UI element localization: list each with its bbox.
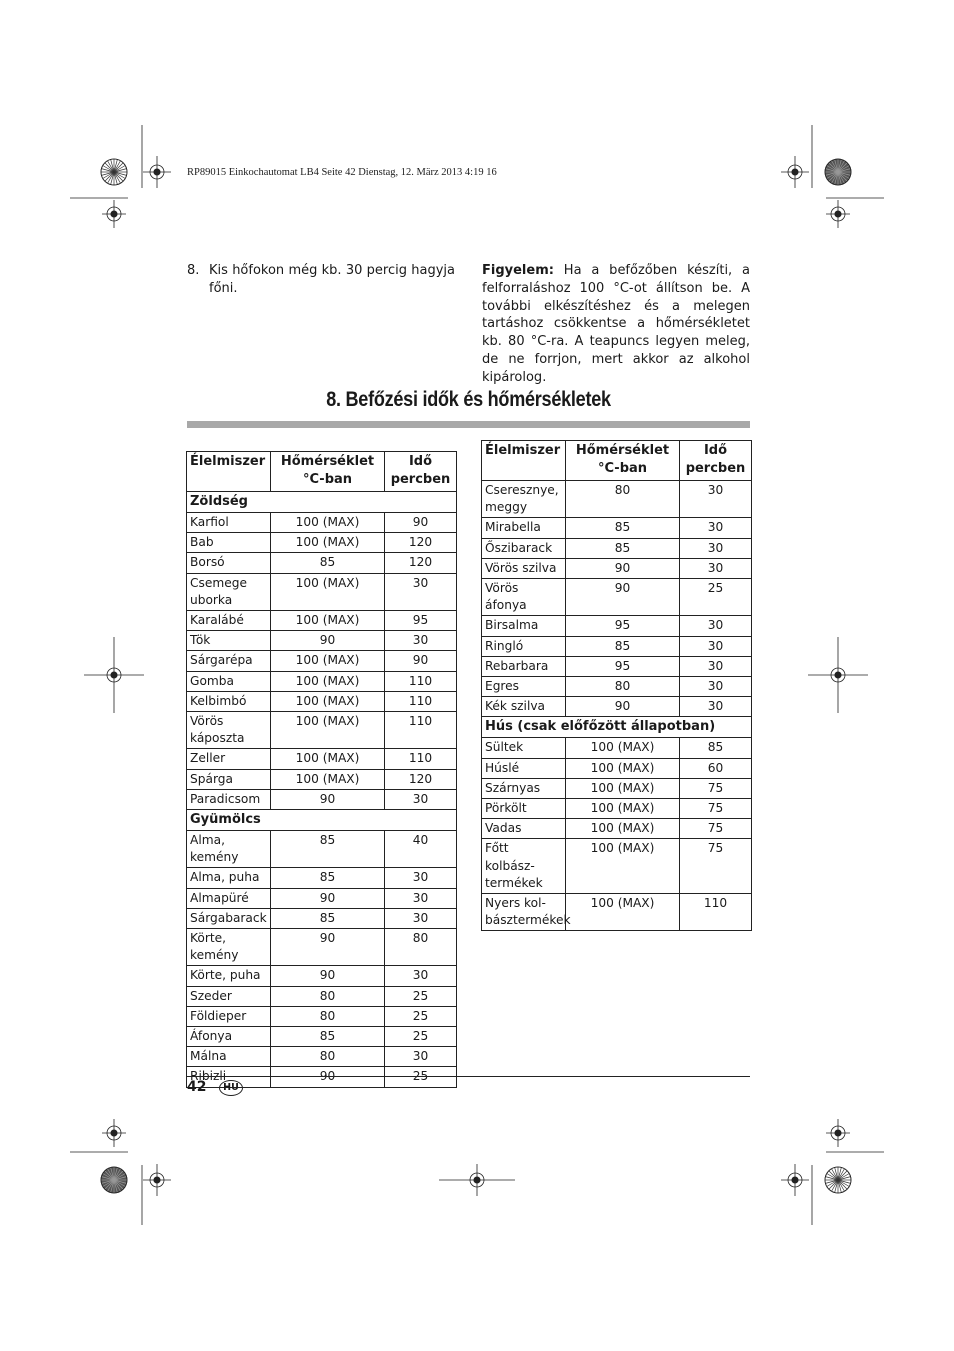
- food-cell: Spárga: [187, 769, 271, 789]
- note-text: Ha a befőzőben készíti, a felforraláshoz 100 °C-ot állítson be. A további elkészítéshez és a melegen tartáshoz csökkentse a hőmérsékletet kb. 80 °C-ra. A teapuncs legyen meleg, de ne forrjon, mert akkor az alkohol kipárolog.: [482, 263, 750, 385]
- language-badge: HU: [219, 1080, 243, 1096]
- food-cell: Karfiol: [187, 513, 271, 533]
- time-cell: 30: [680, 518, 752, 538]
- time-cell: 110: [385, 749, 457, 769]
- registration-mark: [84, 637, 144, 713]
- table-row: [187, 908, 457, 928]
- time-cell: 90: [385, 651, 457, 671]
- temperature-cell: 85: [271, 553, 385, 573]
- temperature-cell: 100 (MAX): [271, 533, 385, 553]
- registration-mark: [781, 156, 809, 188]
- print-info-header: RP89015 Einkochautomat LB4 Seite 42 Dienstag, 12. März 2013 4:19 16: [187, 167, 497, 178]
- temperature-cell: 100 (MAX): [271, 691, 385, 711]
- temperature-cell: 100 (MAX): [566, 819, 680, 839]
- canning-table-left: [186, 451, 457, 1088]
- time-cell: 30: [680, 697, 752, 717]
- table-row: [187, 533, 457, 553]
- table-row: [187, 749, 457, 769]
- time-cell: 110: [385, 712, 457, 749]
- temperature-cell: 100 (MAX): [271, 671, 385, 691]
- temperature-cell: 100 (MAX): [271, 651, 385, 671]
- table-row: [482, 558, 752, 578]
- table-row: [482, 839, 752, 894]
- temperature-cell: 80: [271, 986, 385, 1006]
- food-cell: Földieper: [187, 1006, 271, 1026]
- time-cell: 30: [680, 677, 752, 697]
- time-cell: 75: [680, 799, 752, 819]
- time-cell: 30: [385, 573, 457, 610]
- footer-rule: [187, 1076, 750, 1077]
- starburst-mark: [101, 1167, 127, 1193]
- temperature-cell: 100 (MAX): [566, 778, 680, 798]
- temperature-cell: 85: [566, 636, 680, 656]
- food-cell: Alma, kemény: [187, 831, 271, 868]
- temperature-cell: 100 (MAX): [271, 749, 385, 769]
- starburst-mark: [825, 1167, 851, 1193]
- table-row: [187, 691, 457, 711]
- temperature-cell: 95: [566, 656, 680, 676]
- food-cell: Őszibarack: [482, 538, 566, 558]
- time-cell: 30: [680, 656, 752, 676]
- table-row: [482, 758, 752, 778]
- category-label: Hús (csak előfőzött állapotban): [482, 717, 752, 738]
- food-cell: Szeder: [187, 986, 271, 1006]
- time-cell: 75: [680, 778, 752, 798]
- page-number: 42: [187, 1079, 207, 1095]
- table-header-row: [187, 452, 457, 492]
- table-row: [187, 712, 457, 749]
- time-cell: 25: [385, 986, 457, 1006]
- food-cell: Karalábé: [187, 611, 271, 631]
- table-row: [187, 966, 457, 986]
- section-title: 8. Befőzési idők és hőmérsékletek: [326, 388, 611, 411]
- starburst-mark: [825, 159, 851, 185]
- time-cell: 30: [385, 966, 457, 986]
- time-cell: 110: [680, 894, 752, 931]
- registration-mark: [143, 156, 171, 188]
- food-cell: Kelbimbó: [187, 691, 271, 711]
- food-cell: Sárgarépa: [187, 651, 271, 671]
- time-cell: 75: [680, 839, 752, 894]
- time-cell: 120: [385, 769, 457, 789]
- table-row: [187, 769, 457, 789]
- food-cell: Egres: [482, 677, 566, 697]
- table-row: [482, 518, 752, 538]
- registration-mark: [826, 1119, 850, 1147]
- time-cell: 85: [680, 738, 752, 758]
- time-cell: 25: [385, 1027, 457, 1047]
- temperature-cell: 90: [271, 1067, 385, 1087]
- title-underline-bar: [187, 421, 750, 428]
- temperature-cell: 90: [271, 631, 385, 651]
- registration-mark: [781, 1164, 809, 1196]
- temperature-cell: 100 (MAX): [271, 573, 385, 610]
- table-row: [482, 819, 752, 839]
- table-row: [187, 929, 457, 966]
- time-cell: 110: [385, 671, 457, 691]
- time-cell: 90: [385, 513, 457, 533]
- note-paragraph: [482, 262, 750, 387]
- table-row: [482, 894, 752, 931]
- table-row: [187, 651, 457, 671]
- time-cell: 25: [680, 579, 752, 616]
- food-cell: Nyers kol-básztermékek: [482, 894, 566, 931]
- food-cell: Körte, puha: [187, 966, 271, 986]
- table-row: [187, 671, 457, 691]
- header-food: Élelmiszer: [482, 441, 566, 481]
- temperature-cell: 100 (MAX): [271, 769, 385, 789]
- temperature-cell: 80: [566, 677, 680, 697]
- table-row: [187, 513, 457, 533]
- food-cell: Cseresznye, meggy: [482, 481, 566, 518]
- temperature-cell: 90: [566, 558, 680, 578]
- temperature-cell: 90: [566, 697, 680, 717]
- food-cell: Málna: [187, 1047, 271, 1067]
- food-cell: Borsó: [187, 553, 271, 573]
- food-cell: Almapüré: [187, 888, 271, 908]
- time-cell: 30: [680, 538, 752, 558]
- temperature-cell: 85: [566, 538, 680, 558]
- temperature-cell: 95: [566, 616, 680, 636]
- food-cell: Zeller: [187, 749, 271, 769]
- header-time: Idő percben: [385, 452, 457, 492]
- time-cell: 30: [680, 481, 752, 518]
- time-cell: 120: [385, 553, 457, 573]
- food-cell: Rebarbara: [482, 656, 566, 676]
- food-cell: Húslé: [482, 758, 566, 778]
- time-cell: 60: [680, 758, 752, 778]
- step-text: Kis hőfokon még kb. 30 percig hagyja főni.: [209, 263, 455, 296]
- time-cell: 40: [385, 831, 457, 868]
- food-cell: Gomba: [187, 671, 271, 691]
- time-cell: 25: [385, 1006, 457, 1026]
- temperature-cell: 85: [566, 518, 680, 538]
- temperature-cell: 100 (MAX): [271, 611, 385, 631]
- temperature-cell: 90: [271, 929, 385, 966]
- time-cell: 95: [385, 611, 457, 631]
- table-row: [482, 738, 752, 758]
- food-cell: Birsalma: [482, 616, 566, 636]
- table-row: [187, 553, 457, 573]
- food-cell: Sárgabarack: [187, 908, 271, 928]
- food-cell: Vadas: [482, 819, 566, 839]
- food-cell: Vörös káposzta: [187, 712, 271, 749]
- table-row: [482, 677, 752, 697]
- temperature-cell: 80: [566, 481, 680, 518]
- temperature-cell: 100 (MAX): [271, 513, 385, 533]
- time-cell: 80: [385, 929, 457, 966]
- temperature-cell: 100 (MAX): [566, 894, 680, 931]
- temperature-cell: 85: [271, 908, 385, 928]
- temperature-cell: 100 (MAX): [566, 758, 680, 778]
- time-cell: 30: [385, 1047, 457, 1067]
- food-cell: Ribizli: [187, 1067, 271, 1087]
- temperature-cell: 90: [271, 966, 385, 986]
- registration-mark: [826, 200, 850, 228]
- time-cell: 30: [680, 636, 752, 656]
- table-row: [482, 579, 752, 616]
- note-label: Figyelem:: [482, 263, 554, 278]
- time-cell: 30: [680, 616, 752, 636]
- temperature-cell: 100 (MAX): [566, 839, 680, 894]
- time-cell: 75: [680, 819, 752, 839]
- table-row: [482, 538, 752, 558]
- food-cell: Vörös szilva: [482, 558, 566, 578]
- temperature-cell: 85: [271, 831, 385, 868]
- food-cell: Vörös áfonya: [482, 579, 566, 616]
- temperature-cell: 90: [271, 789, 385, 809]
- category-label: Zöldség: [187, 492, 457, 513]
- temperature-cell: 100 (MAX): [566, 799, 680, 819]
- table-header-row: [482, 441, 752, 481]
- food-cell: Bab: [187, 533, 271, 553]
- food-cell: Ringló: [482, 636, 566, 656]
- header-food: Élelmiszer: [187, 452, 271, 492]
- table-row: [187, 1047, 457, 1067]
- table-row: [187, 831, 457, 868]
- temperature-cell: 85: [271, 1027, 385, 1047]
- food-cell: Pörkölt: [482, 799, 566, 819]
- time-cell: 30: [385, 631, 457, 651]
- time-cell: 30: [385, 868, 457, 888]
- time-cell: 30: [385, 888, 457, 908]
- food-cell: Kék szilva: [482, 697, 566, 717]
- registration-mark: [439, 1164, 515, 1196]
- food-cell: Körte, kemény: [187, 929, 271, 966]
- header-temperature: Hőmérséklet °C-ban: [271, 452, 385, 492]
- food-cell: Paradicsom: [187, 789, 271, 809]
- table-row: [482, 481, 752, 518]
- temperature-cell: 80: [271, 1047, 385, 1067]
- table-row: [482, 778, 752, 798]
- step-8: [187, 262, 455, 297]
- category-row: [482, 717, 752, 738]
- temperature-cell: 100 (MAX): [566, 738, 680, 758]
- food-cell: Tök: [187, 631, 271, 651]
- header-temperature: Hőmérséklet °C-ban: [566, 441, 680, 481]
- temperature-cell: 100 (MAX): [271, 712, 385, 749]
- table-row: [482, 697, 752, 717]
- time-cell: 120: [385, 533, 457, 553]
- registration-mark: [143, 1164, 171, 1196]
- registration-mark: [808, 637, 868, 713]
- table-row: [187, 789, 457, 809]
- table-row: [187, 611, 457, 631]
- table-row: [187, 573, 457, 610]
- table-row: [187, 986, 457, 1006]
- table-row: [187, 631, 457, 651]
- time-cell: 30: [385, 908, 457, 928]
- table-row: [482, 799, 752, 819]
- canning-table-right: [481, 440, 752, 931]
- temperature-cell: 90: [271, 888, 385, 908]
- starburst-mark: [101, 159, 127, 185]
- table-row: [187, 1027, 457, 1047]
- time-cell: 25: [385, 1067, 457, 1087]
- category-row: [187, 492, 457, 513]
- registration-mark: [102, 200, 126, 228]
- food-cell: Főtt kolbász-termékek: [482, 839, 566, 894]
- food-cell: Áfonya: [187, 1027, 271, 1047]
- time-cell: 110: [385, 691, 457, 711]
- temperature-cell: 80: [271, 1006, 385, 1026]
- time-cell: 30: [680, 558, 752, 578]
- food-cell: Alma, puha: [187, 868, 271, 888]
- temperature-cell: 90: [566, 579, 680, 616]
- registration-mark: [102, 1119, 126, 1147]
- temperature-cell: 85: [271, 868, 385, 888]
- table-row: [482, 636, 752, 656]
- food-cell: Sültek: [482, 738, 566, 758]
- table-row: [482, 616, 752, 636]
- step-number: 8.: [187, 263, 200, 278]
- table-row: [482, 656, 752, 676]
- table-row: [187, 1006, 457, 1026]
- category-label: Gyümölcs: [187, 810, 457, 831]
- category-row: [187, 810, 457, 831]
- food-cell: Csemege uborka: [187, 573, 271, 610]
- table-row: [187, 868, 457, 888]
- table-row: [187, 888, 457, 908]
- time-cell: 30: [385, 789, 457, 809]
- food-cell: Mirabella: [482, 518, 566, 538]
- food-cell: Szárnyas: [482, 778, 566, 798]
- header-time: Idő percben: [680, 441, 752, 481]
